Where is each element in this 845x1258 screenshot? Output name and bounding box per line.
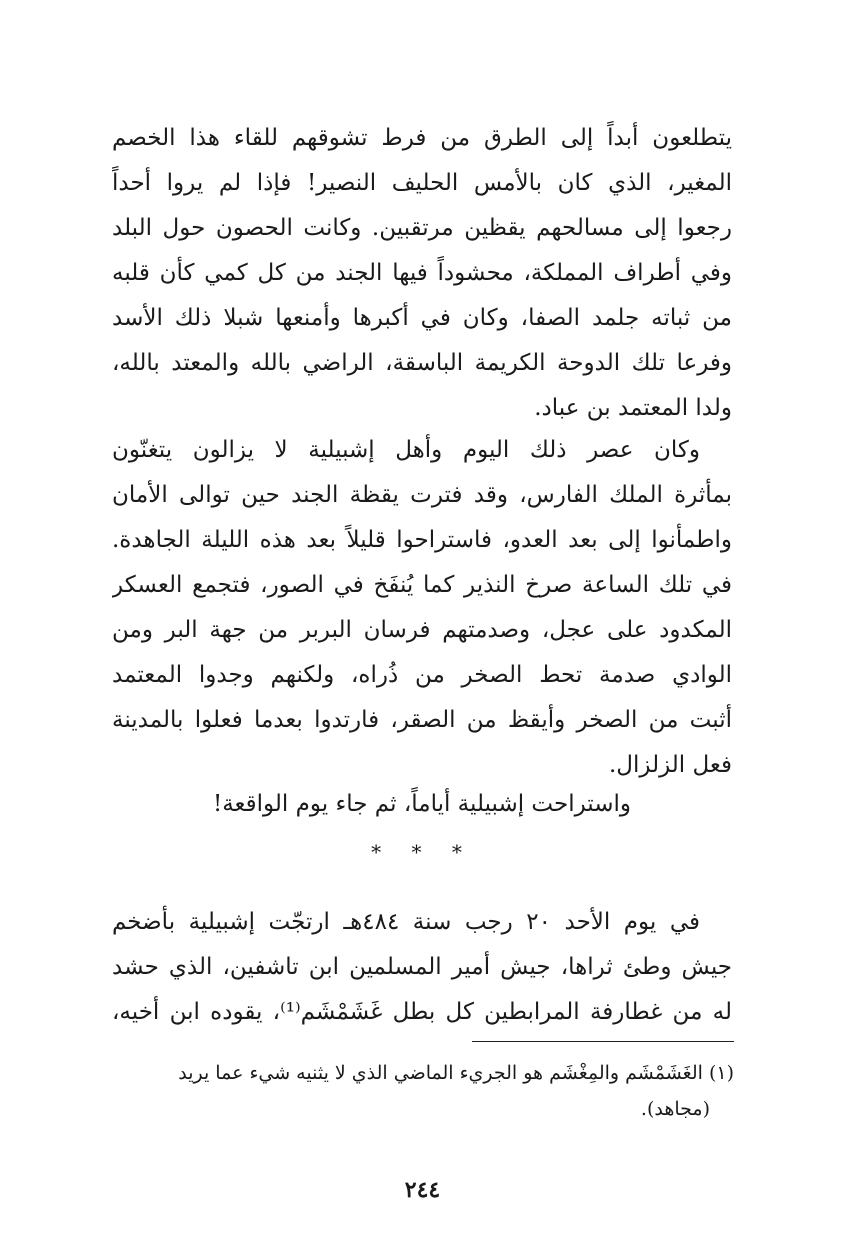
footnote-divider [472, 1041, 734, 1042]
text-line: أثبت من الصخر وأيقظ من الصقر، فارتدوا بعدما فعلوا بالمدينة [112, 707, 732, 733]
text-line: المكدود على عجل، وصدمتهم فرسان البربر من جهة البر ومن [112, 617, 732, 643]
section-separator: * * * [371, 840, 474, 864]
paragraph-2 [112, 428, 732, 788]
paragraph-1 [112, 116, 732, 431]
text-line: الوادي صدمة تحط الصخر من ذُراه، ولكنهم وجدوا المعتمد [112, 662, 732, 688]
text-line: من ثباته جلمد الصفا، وكان في أكبرها وأمنعها شبلا ذلك الأسد [112, 305, 732, 331]
text-line: يتطلعون أبداً إلى الطرق من فرط تشوقهم للقاء هذا الخصم [112, 125, 732, 151]
footnote-line: (١) الغَشَمْشَم والمِغْشَم هو الجريء الماضي الذي لا يثنيه شيء عما يريد [178, 1062, 734, 1084]
text-line: فعل الزلزال. [608, 752, 732, 778]
text-line: المغير، الذي كان بالأمس الحليف النصير! فإذا لم يروا أحداً [112, 170, 732, 196]
text-line: ولدا المعتمد بن عباد. [534, 395, 732, 421]
text-line: له من غطارفة المرابطين كل بطل غَشَمْشَم⁽¹⁾، يقوده ابن أخيه، [112, 999, 732, 1025]
text-line: جيش وطئ ثراها، جيش أمير المسلمين ابن تاشفين، الذي حشد [112, 954, 732, 980]
paragraph-3 [112, 782, 732, 827]
footnote [108, 1055, 734, 1127]
paragraph-4 [112, 900, 732, 1035]
text-line: رجعوا إلى مسالحهم يقظين مرتقبين. وكانت الحصون حول البلد [112, 215, 732, 241]
text-line: في يوم الأحد ٢٠ رجب سنة ٤٨٤هـ ارتجّت إشبيلية بأضخم [112, 909, 700, 935]
text-line: وكان عصر ذلك اليوم وأهل إشبيلية لا يزالون يتغنّون [112, 437, 700, 463]
footnote-line: (مجاهد). [640, 1098, 710, 1120]
text-line: وفرعا تلك الدوحة الكريمة الباسقة، الراضي بالله والمعتد بالله، [112, 350, 732, 376]
text-line: في تلك الساعة صرخ النذير كما يُنفَخ في الصور، فتجمع العسكر [112, 572, 732, 598]
text-line: بمأثرة الملك الفارس، وقد فترت يقظة الجند حين توالى الأمان [112, 482, 732, 508]
text-line: واستراحت إشبيلية أياماً، ثم جاء يوم الواقعة! [212, 791, 632, 817]
text-line: وفي أطراف المملكة، محشوداً فيها الجند من كل كمي كأن قلبه [112, 260, 732, 286]
page-number: ٢٤٤ [404, 1177, 441, 1203]
text-line: واطمأنوا إلى بعد العدو، فاستراحوا قليلاً بعد هذه الليلة الجاهدة. [112, 527, 732, 553]
